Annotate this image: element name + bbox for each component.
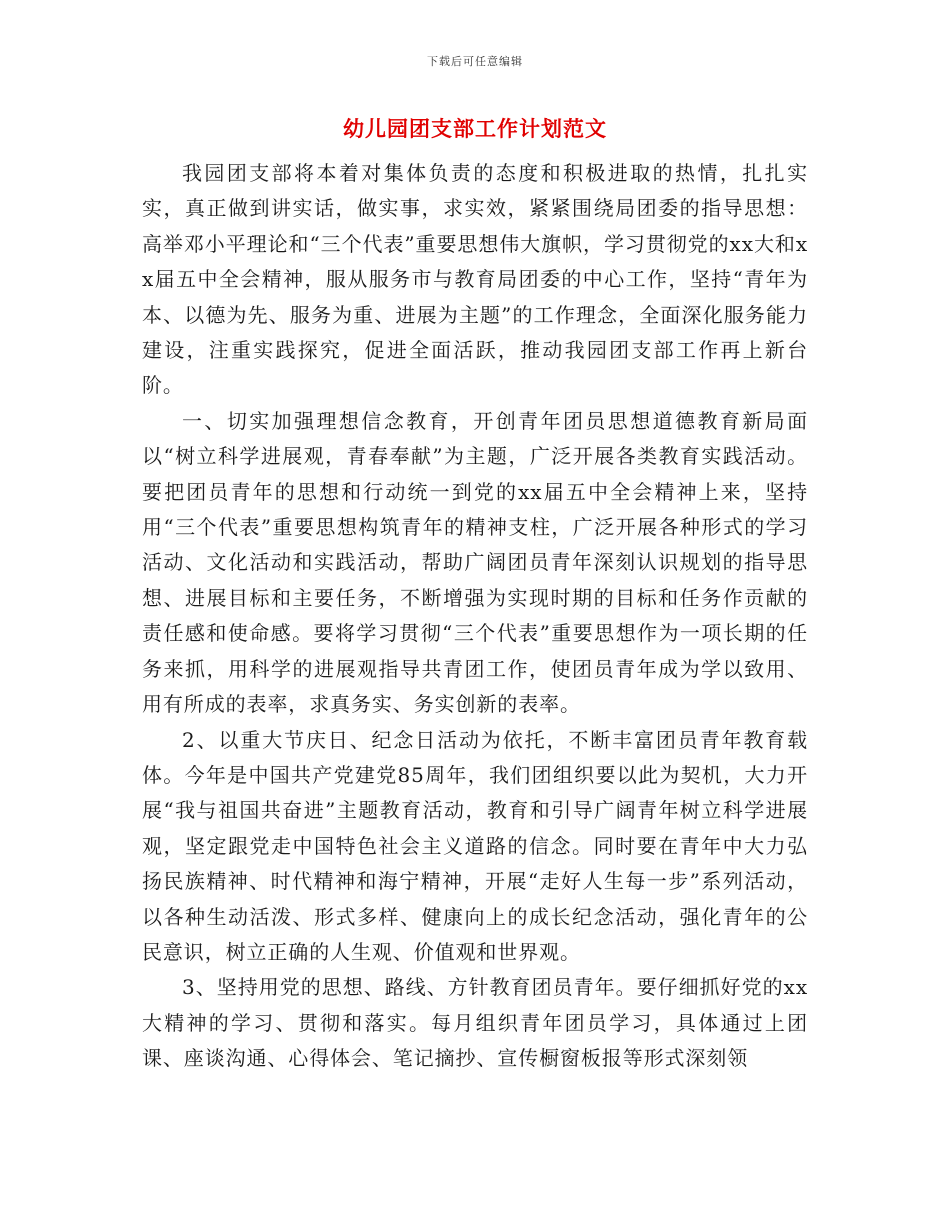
paragraph-section-3: 3、坚持用党的思想、路线、方针教育团员青年。要仔细抓好党的xx大精神的学习、贯彻和落实。每月组织青年团员学习，具体通过上团课、座谈沟通、心得体会、笔记摘抄、宣传橱窗板报等形式深刻领 bbox=[142, 975, 808, 1071]
document-title: 幼儿园团支部工作计划范文 bbox=[343, 116, 607, 141]
header-note: 下载后可任意编辑 bbox=[427, 55, 523, 68]
paragraph-section-1: 一、切实加强理想信念教育，开创青年团员思想道德教育新局面以“树立科学进展观，青春奉献”为主题，广泛开展各类教育实践活动。要把团员青年的思想和行动统一到党的xx届五中全会精神上来，坚持用“三个代表”重要思想构筑青年的精神支柱，广泛开展各种形式的学习活动、文化活动和实践活动，帮助广阔团员青年深刻认识规划的指导思想、进展目标和主要任务，不断增强为实现时期的目标和任务作贡献的责任感和使命感。要将学习贯彻“三个代表”重要思想作为一项长期的任务来抓，用科学的进展观指导共青团工作，使团员青年成为学以致用、用有所成的表率，求真务实、务实创新的表率。 bbox=[142, 408, 808, 717]
paragraph-section-2: 2、以重大节庆日、纪念日活动为依托，不断丰富团员青年教育载体。今年是中国共产党建党85周年，我们团组织要以此为契机，大力开展“我与祖国共奋进”主题教育活动，教育和引导广阔青年树立科学进展观，坚定跟党走中国特色社会主义道路的信念。同时要在青年中大力弘扬民族精神、时代精神和海宁精神，开展“走好人生每一步”系列活动，以各种生动活泼、形式多样、健康向上的成长纪念活动，强化青年的公民意识，树立正确的人生观、价值观和世界观。 bbox=[142, 727, 808, 964]
paragraph-intro: 我园团支部将本着对集体负责的态度和积极进取的热情，扎扎实实，真正做到讲实话，做实事，求实效，紧紧围绕局团委的指导思想：高举邓小平理论和“三个代表”重要思想伟大旗帜，学习贯彻党的xx大和xx届五中全会精神，服从服务市与教育局团委的中心工作，坚持“青年为本、以德为先、服务为重、进展为主题”的工作理念，全面深化服务能力建设，注重实践探究，促进全面活跃，推动我园团支部工作再上新台阶。 bbox=[142, 161, 808, 398]
document-body bbox=[142, 156, 808, 1077]
